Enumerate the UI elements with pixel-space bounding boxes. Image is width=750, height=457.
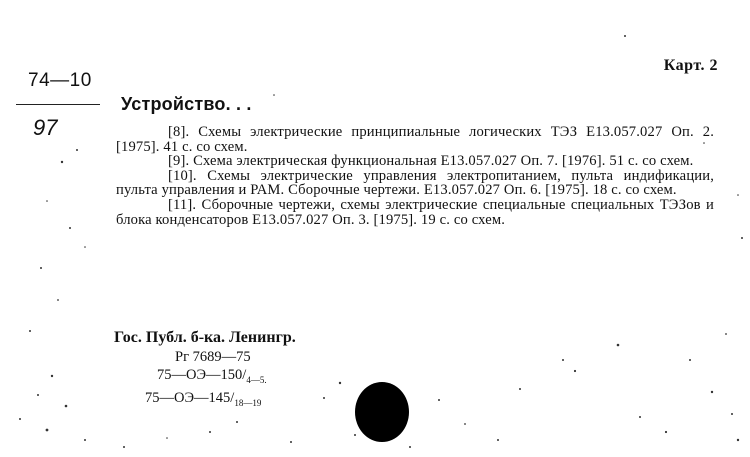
library-stamp: Гос. Публ. б-ка. Ленингр. (114, 329, 296, 346)
card-number: Карт. 2 (663, 57, 718, 74)
shelfmark-top: 74—10 (28, 70, 92, 91)
entry-item: [9]. Схема электрическая функциональная Е13.057.027 Оп. 7. [1976]. 51 с. со схем. (168, 153, 694, 170)
accession-code-3-main: 75—ОЭ—145/ (145, 389, 235, 406)
accession-code-2-sub: 4—5. (246, 374, 267, 385)
accession-codes (145, 348, 267, 412)
accession-code-3-sub: 18—19 (234, 397, 262, 408)
accession-code-2-main: 75—ОЭ—150/ (157, 367, 247, 383)
entry-list (116, 125, 714, 227)
shelfmark-divider (16, 104, 100, 105)
accession-code-2 (145, 366, 267, 389)
accession-code-1: Рг 7689—75 (175, 349, 251, 365)
card-heading: Устройство. . . (121, 94, 252, 114)
entry-item: [10]. Схемы электрические управления электропитанием, пульта индификации, пульта управления и РАМ. Сборочные чертежи. Е13.057.027 Оп. 6. [1975]. 18 с. со схем. (116, 167, 714, 199)
punch-hole (355, 382, 409, 442)
accession-code-3 (145, 389, 267, 412)
entry-item: [11]. Сборочные чертежи, схемы электрические специальные специальных ТЭЗов и блока конденсаторов Е13.057.027 Оп. 3. [1975]. 19 с. со схем. (116, 196, 714, 228)
entry-item: [8]. Схемы электрические принципиальные логических ТЭЗ Е13.057.027 Оп. 2. [1975]. 41 с. со схем. (116, 124, 714, 155)
shelfmark-bottom: 97 (33, 115, 58, 140)
